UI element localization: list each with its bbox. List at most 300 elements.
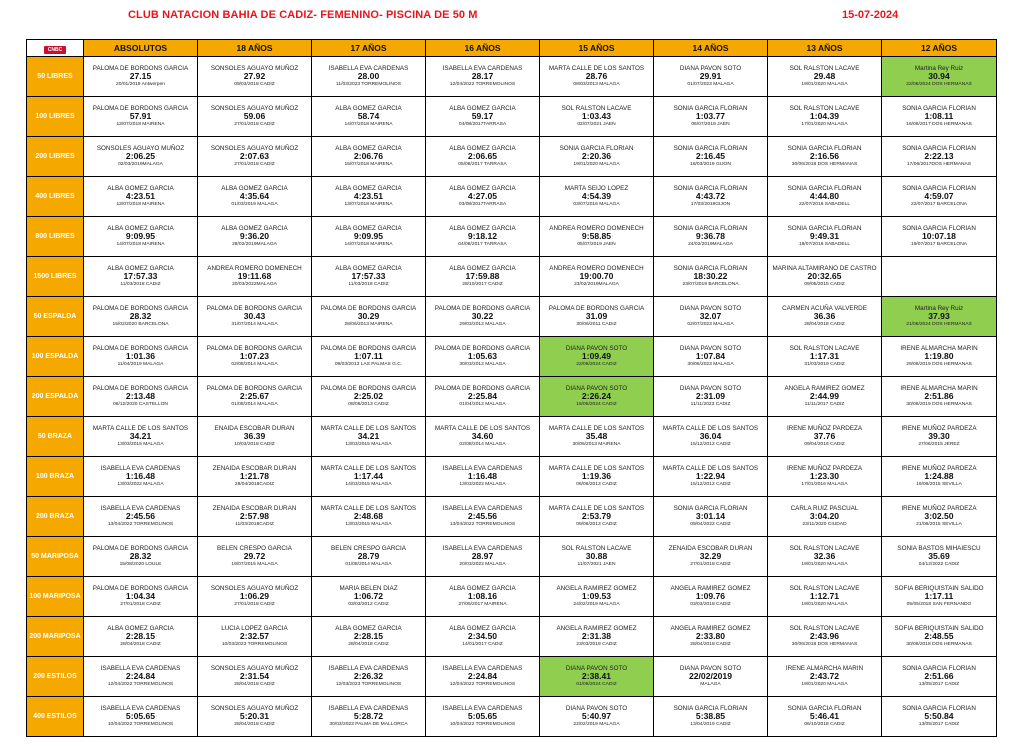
record-cell [426,417,540,457]
record-time: 4:27.05 [467,191,498,202]
record-cell [882,297,997,337]
swimmer-name: SONIA GARCIA FLORIAN [787,145,862,153]
record-time: 9:36.20 [239,231,270,242]
record-cell [426,337,540,377]
record-time: 39.30 [928,431,950,442]
record-time: 1:01.36 [125,351,156,362]
record-cell [198,537,312,577]
record-time: 31.09 [585,311,608,322]
record-cell [654,137,768,177]
record-date-place: 11/07/2021 JAEN [577,562,616,568]
swimmer-name: CARLA RUIZ PASCUAL [790,505,859,513]
record-date-place: 13/03/2015 MALAGA [345,522,392,528]
swimmer-name: LUCIA LOPEZ GARCIA [221,625,288,633]
swimmer-name: ISABELLA EVA CARDENAS [442,545,523,553]
swimmer-name: ANDREA ROMERO DOMENECH [549,265,644,273]
column-header: ABSOLUTOS [84,40,198,57]
record-cell [426,177,540,217]
record-cell [654,57,768,97]
record-cell [198,177,312,217]
record-cell [312,137,426,177]
record-time: 30.88 [585,551,608,562]
record-date-place: 02/08/2014 MALAGA [459,442,506,448]
record-cell [84,497,198,537]
event-label: 100 BRAZA [27,457,84,497]
swimmer-name: PALOMA DE BORDONS GARCIA [434,345,531,353]
record-cell [768,497,882,537]
swimmer-name: ALBA GOMEZ GARCIA [335,225,402,233]
record-time: 1:19.36 [581,471,612,482]
swimmer-name: SOL RALSTON LACAVE [561,545,632,553]
swimmer-name: SONIA GARCIA FLORIAN [902,105,976,113]
record-cell [312,57,426,97]
swimmer-name: MARIA BELEN DIAZ [339,585,398,593]
table-row [27,497,997,537]
record-cell [312,497,426,537]
record-cell [654,697,768,737]
record-time: 2:31.09 [695,391,726,402]
swimmer-name: ANDREA ROMERO DOMENECH [549,225,644,233]
event-label: 200 MARIPOSA [27,617,84,657]
record-date-place: 01/06/2024 CADIZ [576,682,617,688]
record-date-place: 19/01/2020 MALAGA [801,562,848,568]
record-time: 5:28.72 [353,711,384,722]
swimmer-name: IRENE MUÑOZ PARDEZA [786,465,863,473]
record-date-place: 23/02/2019MALAGA [574,282,619,288]
record-cell [540,457,654,497]
swimmer-name: ALBA GOMEZ GARCIA [335,145,402,153]
record-time: 27.15 [129,71,152,82]
record-time: 2:44.99 [809,391,840,402]
record-date-place: 23/03/2019 CADIZ [576,642,617,648]
record-cell [426,697,540,737]
record-time: 32.07 [699,311,722,322]
table-row [27,217,997,257]
club-logo [27,40,84,57]
swimmer-name: SONSOLES AGUAYO MUÑOZ [210,585,299,593]
record-date-place: 13/03/2015 MALAGA [117,442,164,448]
record-date-place: 15/12/2012 CADIZ [690,442,731,448]
record-cell [882,417,997,457]
record-date-place: 14/07/2018 MAIRENA [344,242,393,248]
swimmer-name: MARTA CALLE DE LOS SANTOS [548,425,645,433]
record-date-place: 20/01/2019 Antwerpen [116,82,165,88]
record-date-place: 04/08/2017 TARRASA [458,242,507,248]
event-label: 800 LIBRES [27,217,84,257]
record-cell [312,297,426,337]
record-cell [654,337,768,377]
record-cell [198,577,312,617]
swimmer-name: DIANA PAVON SOTO [679,65,742,73]
record-time: 2:26.24 [581,391,612,402]
record-time: 1:16.48 [467,471,498,482]
record-cell [540,537,654,577]
swimmer-name: SONIA GARCIA FLORIAN [787,225,862,233]
swimmer-name: ALBA GOMEZ GARCIA [449,625,516,633]
record-cell [426,57,540,97]
record-time: 1:23.30 [809,471,840,482]
record-date-place: 15/02/2020 BARCELONA [112,322,169,328]
record-time: 37.76 [813,431,836,442]
record-cell [84,537,198,577]
record-date-place: 01/07/2023 MALAGA [687,82,734,88]
record-time: 5:05.65 [467,711,498,722]
record-time: 28.32 [129,551,152,562]
record-date-place: 09/03/2018 CADIZ [234,82,275,88]
swimmer-name: IRENE MUÑOZ PARDEZA [901,465,977,473]
swimmer-name: SONIA BASTOS MIHAIESCU [897,545,981,553]
record-cell [312,97,426,137]
swimmer-name: ISABELLA EVA CARDENAS [100,665,181,673]
record-cell [768,417,882,457]
record-cell [654,497,768,537]
record-time: 35.48 [585,431,608,442]
record-date-place: 11/03/2023 TORREMOLINOS [336,82,401,88]
record-time: 34.60 [471,431,494,442]
record-time: 4:23.51 [353,191,384,202]
record-time: 32.36 [813,551,836,562]
column-header: 17 AÑOS [312,40,426,57]
swimmer-name: ENAIDA ESCOBAR DURAN [214,425,295,433]
swimmer-name: DIANA PAVON SOTO [679,305,742,313]
swimmer-name: SOL RALSTON LACAVE [561,105,632,113]
record-time: 5:38.85 [695,711,726,722]
event-label: 1500 LIBRES [27,257,84,297]
swimmer-name: ANGELA RAMIREZ GOMEZ [784,385,865,393]
record-cell [540,137,654,177]
record-cell [882,137,997,177]
record-cell [84,417,198,457]
record-cell [84,177,198,217]
record-date-place: 11/03/2018CADIZ [235,522,274,528]
record-time: 19:11.68 [237,271,272,282]
record-cell [882,377,997,417]
record-time: 2:20.36 [581,151,612,162]
record-time: 9:36.78 [695,231,726,242]
record-date-place: 09/04/2016 CADIZ [804,442,845,448]
swimmer-name: ANGELA RAMIREZ GOMEZ [670,625,751,633]
record-cell [198,97,312,137]
record-cell [540,377,654,417]
record-time: 3:02.50 [924,511,954,522]
table-row [27,457,997,497]
swimmer-name: SONIA GARCIA FLORIAN [673,265,748,273]
record-time: 28.17 [471,71,494,82]
swimmer-name: SONIA GARCIA FLORIAN [902,145,976,153]
record-date-place: 14/07/2018 MAIRENA [116,242,165,248]
record-time: 22/02/2019 [688,671,732,682]
swimmer-name: SOL RALSTON LACAVE [789,625,860,633]
record-date-place: 11/03/2018 CADIZ [120,282,161,288]
record-date-place: 13/04/2022 TORREMOLINOS [107,522,174,528]
table-row [27,617,997,657]
record-time: 4:35.64 [239,191,270,202]
swimmer-name: SOL RALSTON LACAVE [789,585,860,593]
record-cell [198,257,312,297]
swimmer-name: MARTA CALLE DE LOS SANTOS [320,425,417,433]
swimmer-name: DIANA PAVON SOTO [565,705,628,713]
record-cell [198,657,312,697]
record-date-place: 15/05/2024 CADIZ [576,402,617,408]
record-date-place: 13/05/2017 CADIZ [918,682,960,688]
table-row [27,297,997,337]
swimmer-name: MARTA SEIJO LOPEZ [564,185,629,193]
record-time: 58.74 [357,111,380,122]
swimmer-name: ALBA GOMEZ GARCIA [107,225,174,233]
record-cell [654,97,768,137]
record-date-place: 12/04/2022 TORREMOLINOS [107,682,174,688]
event-label: 200 BRAZA [27,497,84,537]
record-time: 9:18.12 [467,231,498,242]
record-time: 2:24.84 [125,671,156,682]
table-row [27,97,997,137]
swimmer-name: DIANA PAVON SOTO [565,385,628,393]
swimmer-name: ZENAIDA ESCOBAR DURAN [668,545,753,553]
record-time: 1:08.11 [924,111,954,122]
record-cell [84,97,198,137]
swimmer-name: ALBA GOMEZ GARCIA [449,225,516,233]
swimmer-name: CARMEN ACUÑA VALVERDE [782,305,867,313]
record-cell [654,377,768,417]
record-date-place: 30/06/2018 DOS HERMANAS [906,642,972,648]
swimmer-name: DIANA PAVON SOTO [679,345,742,353]
record-date-place: 06/10/2018 CADIZ [804,722,845,728]
record-date-place: 27/01/2018 CADIZ [234,602,275,608]
record-date-place: 29/06/2019 DOS HERMANAS [906,362,972,368]
record-cell [540,337,654,377]
event-label: 50 LIBRES [27,57,84,97]
record-date-place: 17/01/2020 MALAGA [801,122,848,128]
record-date-place: 16/06/2017 DOS HERMANAS [906,122,972,128]
record-date-place: 17/01/2016 MALAGA [801,482,848,488]
record-date-place: 03/07/2016 MALAGA [573,202,620,208]
record-cell [198,457,312,497]
record-date-place: 01/08/2014 MALAGA [231,402,278,408]
record-date-place: 12/04/2022 TORREMOLINOS [449,682,516,688]
record-date-place: 28/04/2018 CADIZ [120,642,161,648]
event-label: 200 ESTILOS [27,657,84,697]
record-time: 1:21.78 [239,471,270,482]
swimmer-name: PALOMA DE BORDONS GARCIA [206,345,303,353]
record-date-place: 02/08/2014 MALAGA [231,362,278,368]
record-time: 32.29 [699,551,722,562]
swimmer-name: SONIA GARCIA FLORIAN [673,185,748,193]
record-date-place: 22/07/2017 BARCELONA [910,202,967,208]
record-date-place: 21/06/2024 DOS HERMANAS [906,322,972,328]
record-time: 2:51.86 [924,391,954,402]
record-cell [654,657,768,697]
record-time: 2:25.67 [239,391,270,402]
record-date-place: 01/04/2012 MALAGA [459,402,506,408]
record-date-place: MALAGA [700,682,721,688]
swimmer-name: SONIA GARCIA FLORIAN [787,705,862,713]
column-header: 14 AÑOS [654,40,768,57]
table-row [27,177,997,217]
record-time: 37.93 [928,311,950,322]
record-time: 1:07.23 [239,351,270,362]
column-header: 16 AÑOS [426,40,540,57]
swimmer-name: MARTA CALLE DE LOS SANTOS [548,465,645,473]
record-cell [768,697,882,737]
table-row [27,577,997,617]
record-time: 17:57.33 [351,271,386,282]
record-date-place: 12/04/2022 TORREMOLINOS [449,82,516,88]
record-cell [654,457,768,497]
swimmer-name: ISABELLA EVA CARDENAS [442,465,523,473]
swimmer-name: PALOMA DE BORDONS GARCIA [92,585,189,593]
record-time: 2:26.32 [353,671,384,682]
record-date-place: 14/03/2015 MALAGA [345,482,392,488]
record-cell [540,497,654,537]
record-time: 2:25.02 [353,391,384,402]
record-time: 30.94 [928,71,950,82]
swimmer-name: PALOMA DE BORDONS GARCIA [92,385,189,393]
record-date-place: 20/03/2022MALAGA [232,282,277,288]
record-date-place: 19/01/2020 MALAGA [801,602,848,608]
swimmer-name: PALOMA DE BORDONS GARCIA [206,385,303,393]
record-time: 20:32.65 [807,271,842,282]
record-time: 1:09.53 [581,591,612,602]
club-logo-badge: CNBC [44,46,66,54]
table-row [27,537,997,577]
record-time: 4:44.80 [809,191,840,202]
record-time: 2:38.41 [581,671,612,682]
record-date-place: 29/03/2012 MALAGA [459,322,506,328]
record-cell [654,577,768,617]
record-date-place: 13/07/2018 MAIRENA [116,122,165,128]
record-cell [312,257,426,297]
record-date-place: 30/03/2012 MALAGA [459,362,506,368]
record-cell [768,257,882,297]
swimmer-name: SONSOLES AGUAYO MUÑOZ [210,145,299,153]
record-time: 9:58.85 [581,231,612,242]
swimmer-name: BELEN CRESPO GARCIA [331,545,406,553]
record-date-place: 28/04/2018 CADIZ [804,322,845,328]
swimmer-name: PALOMA DE BORDONS GARCIA [320,345,417,353]
record-cell [198,697,312,737]
record-cell [882,617,997,657]
record-date-place: 16/03/2019 GIJON [690,162,731,168]
record-date-place: 23/07/2019 BARCELONA [682,282,739,288]
record-time: 30.22 [471,311,494,322]
swimmer-name: PALOMA DE BORDONS GARCIA [206,305,303,313]
record-time: 2:24.84 [467,671,498,682]
record-cell [768,337,882,377]
record-date-place: 27/01/2018 CADIZ [690,562,731,568]
record-cell [84,257,198,297]
record-date-place: 01/08/2014 MALAGA [345,562,392,568]
record-time: 4:43.72 [695,191,726,202]
column-header: 18 AÑOS [198,40,312,57]
record-cell [882,497,997,537]
record-cell [84,337,198,377]
record-time: 2:43.72 [809,671,840,682]
table-row [27,337,997,377]
record-date-place: 31/03/2019 CADIZ [804,362,845,368]
swimmer-name: MARTA CALLE DE LOS SANTOS [320,465,417,473]
record-date-place: 10/03/2018 CADIZ [234,442,275,448]
record-cell [654,537,768,577]
record-cell [426,457,540,497]
record-date-place: 19/07/2018 SABADELL [798,242,851,248]
record-date-place: 04/08/2017TARRASA [458,122,507,128]
record-cell [198,497,312,537]
record-cell [312,617,426,657]
record-date-place: 06/07/2019 JAEN [691,122,730,128]
record-date-place: 19/01/2020 MALAGA [801,82,848,88]
record-cell [426,97,540,137]
record-time: 27.92 [243,71,266,82]
record-date-place: 03/03/2012 CADIZ [348,602,389,608]
record-date-place: 30/06/2023 MALAGA [687,362,734,368]
record-time: 4:54.39 [581,191,612,202]
record-time: 2:43.96 [809,631,840,642]
record-date-place: 02/07/2021 JAEN [577,122,616,128]
record-time: 4:23.51 [125,191,156,202]
swimmer-name: IRENE MUÑOZ PARDEZA [901,425,977,433]
event-label: 100 ESPALDA [27,337,84,377]
record-date-place: 19/01/2020 MALAGA [801,682,848,688]
swimmer-name: ANDREA ROMERO DOMENECH [207,265,302,273]
record-cell [84,657,198,697]
record-cell [312,657,426,697]
record-time: 2:31.38 [581,631,612,642]
swimmer-name: ALBA GOMEZ GARCIA [107,625,174,633]
record-time: 28.00 [357,71,380,82]
record-date-place: 28/04/2018 CADIZ [234,682,275,688]
record-cell [654,177,768,217]
record-time: 2:48.68 [353,511,384,522]
record-date-place: 30/06/2018 DOS HERMANAS [791,642,858,648]
swimmer-name: ALBA GOMEZ GARCIA [335,185,402,193]
record-date-place: 05/08/2017 TARRASA [458,162,507,168]
record-time: 2:34.50 [467,631,498,642]
record-cell [198,617,312,657]
record-cell [768,577,882,617]
record-date-place: 01/03/2019 MALAGA [231,202,278,208]
table-row [27,377,997,417]
record-cell [654,257,768,297]
record-date-place: 02/03/2019MALAGA [118,162,163,168]
record-date-place: 22/06/2024 CADIZ [576,362,617,368]
swimmer-name: SONSOLES AGUAYO MUÑOZ [96,145,185,153]
record-cell [198,217,312,257]
record-time: 2:28.15 [125,631,156,642]
record-time: 2:16.45 [695,151,726,162]
record-date-place: 02/07/2023 MALAGA [687,322,734,328]
record-date-place: 13/03/2022 MALAGA [459,482,506,488]
record-time: 2:06.25 [125,151,156,162]
record-time: 2:06.76 [353,151,384,162]
swimmer-name: ALBA GOMEZ GARCIA [449,105,516,113]
swimmer-name: ISABELLA EVA CARDENAS [328,665,409,673]
record-date-place: 03/03/2018 CADIZ [690,602,731,608]
swimmer-name: ALBA GOMEZ GARCIA [449,185,516,193]
swimmer-name: MARTA CALLE DE LOS SANTOS [662,465,759,473]
record-cell [768,137,882,177]
swimmer-name: IRENE MUÑOZ PARDEZA [786,425,863,433]
record-date-place: 28/04/2018 CADIZ [348,642,389,648]
record-time: 2:25.84 [467,391,498,402]
record-time: 5:05.65 [125,711,156,722]
swimmer-name: PALOMA DE BORDONS GARCIA [434,385,531,393]
swimmer-name: ALBA GOMEZ GARCIA [221,225,288,233]
table-row [27,137,997,177]
record-date-place: 24/02/2019 MALAGA [573,602,620,608]
record-time: 1:24.88 [924,471,954,482]
event-label: 50 ESPALDA [27,297,84,337]
record-date-place: 08/06/2013 CADIZ [348,402,389,408]
